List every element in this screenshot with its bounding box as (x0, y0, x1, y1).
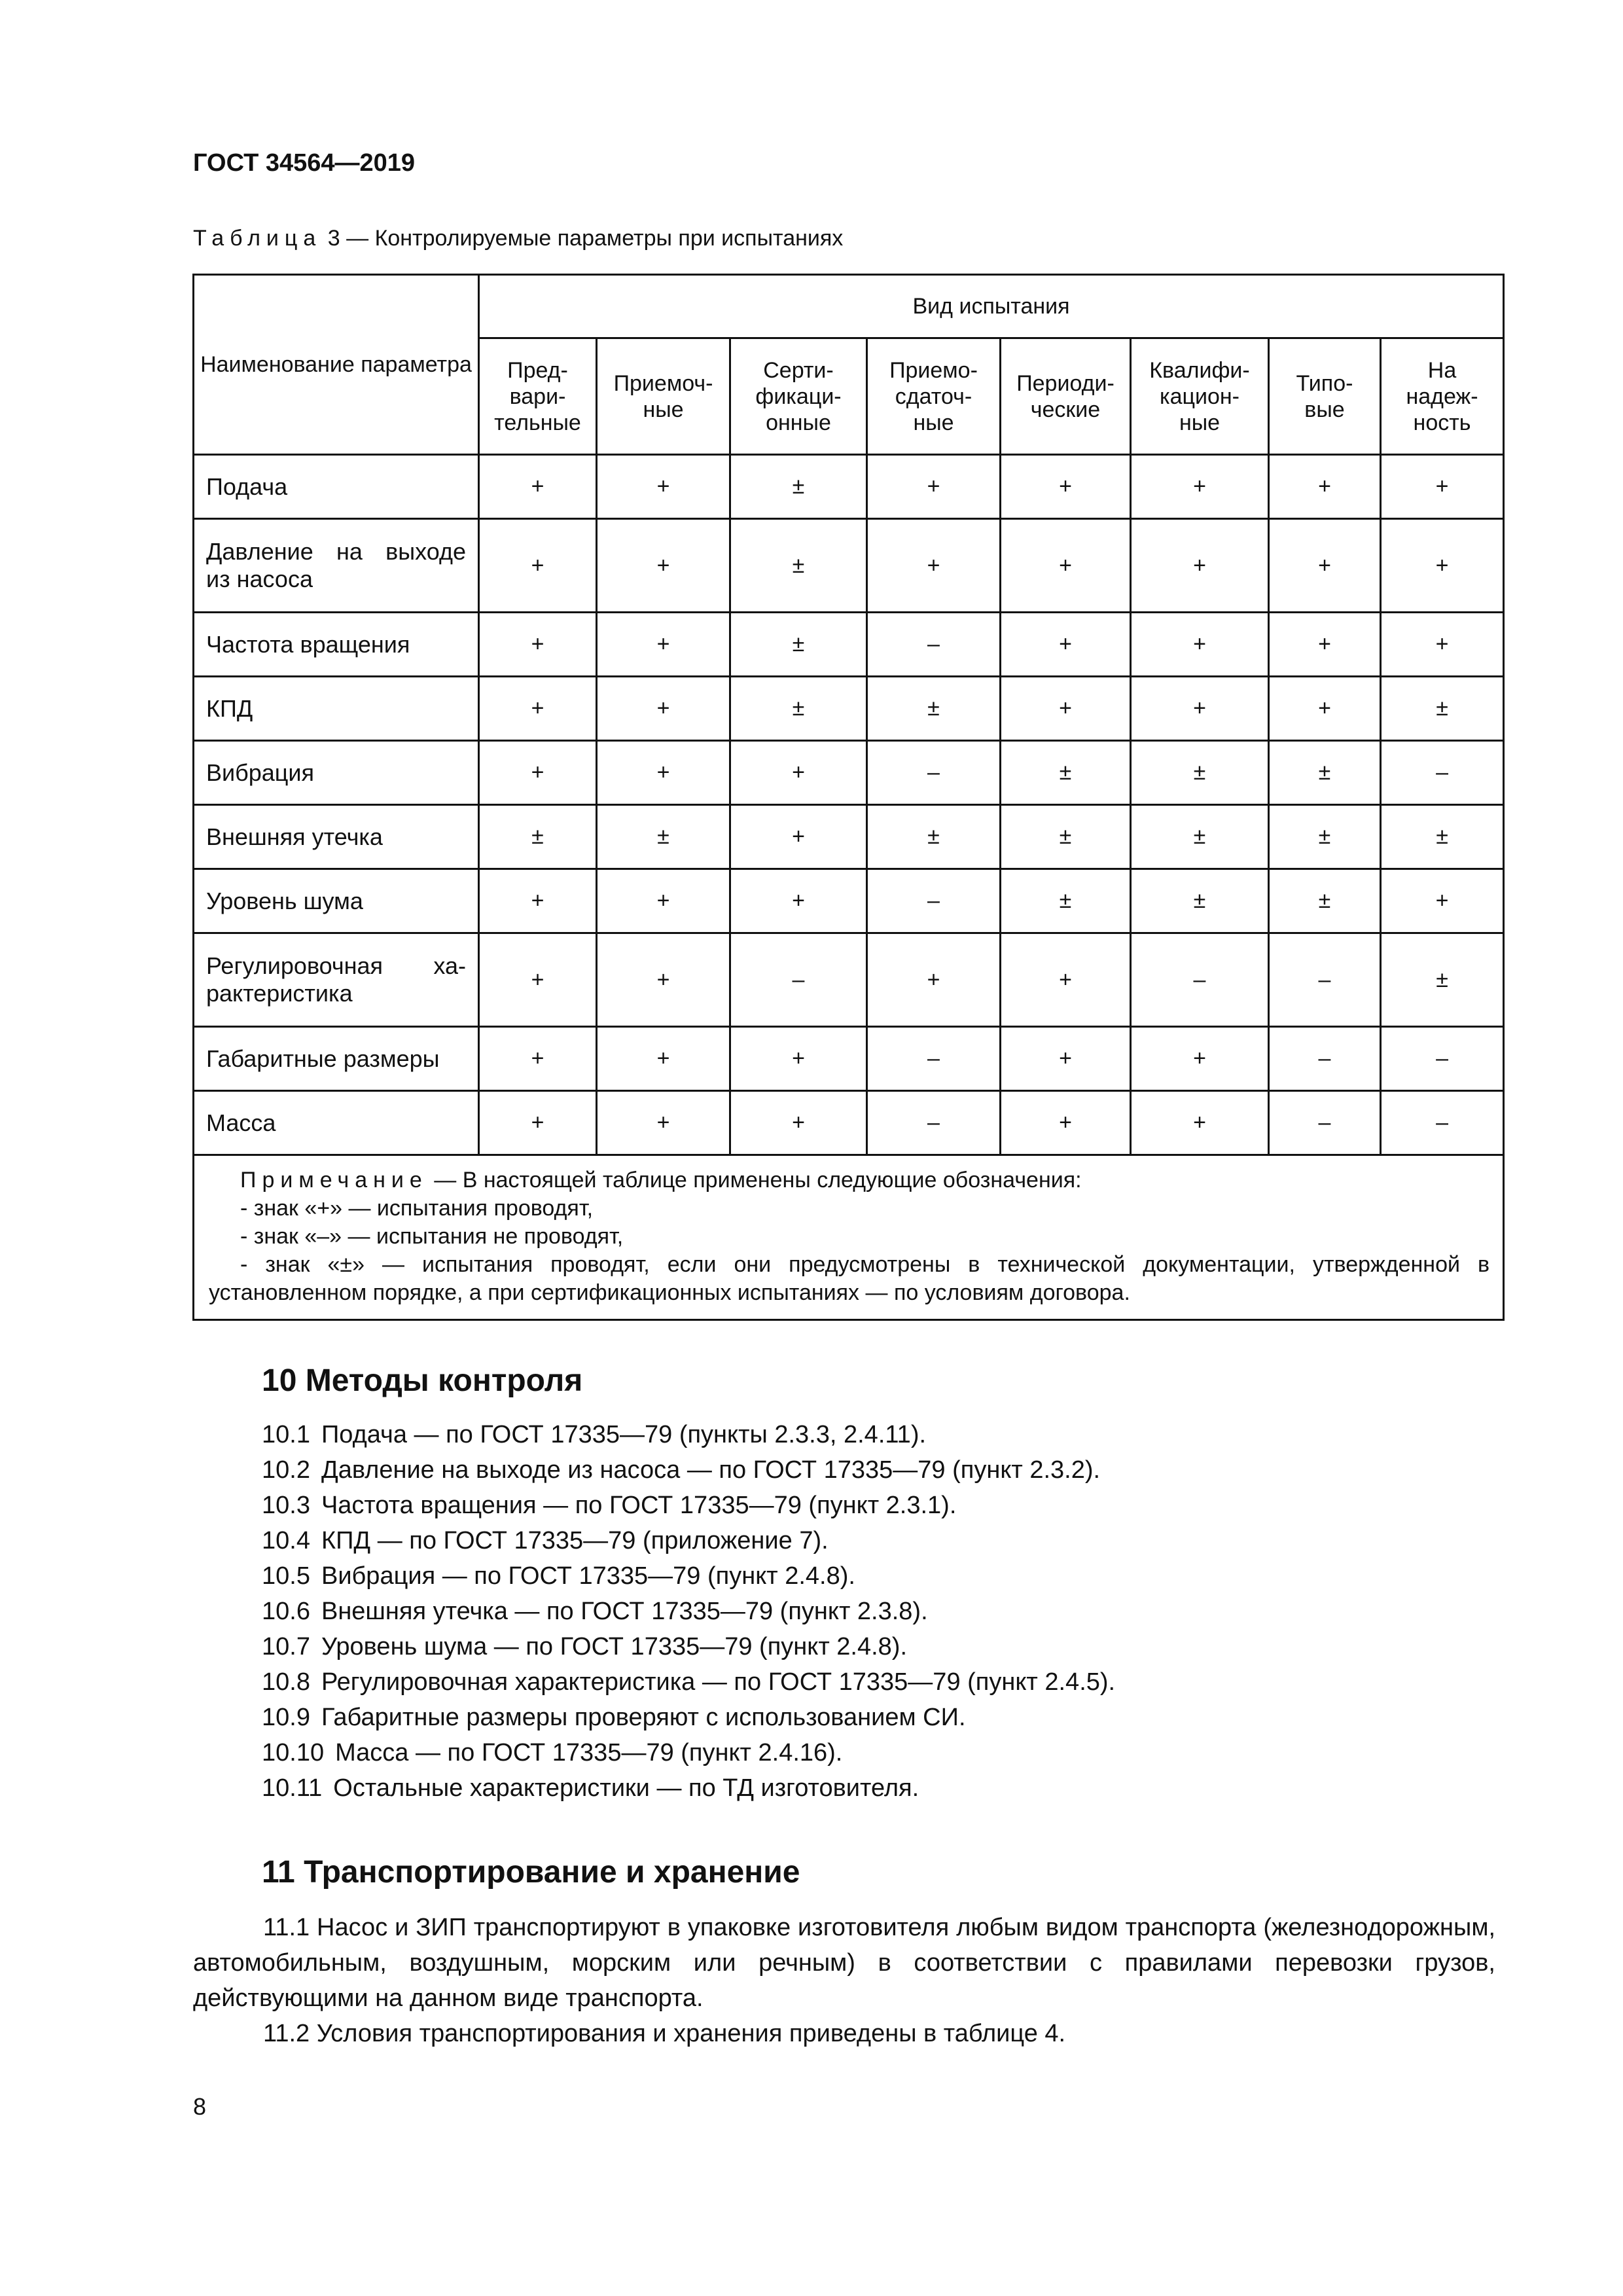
table-cell: + (597, 613, 730, 677)
table-cell: + (1269, 613, 1381, 677)
table-cell: + (730, 1091, 867, 1155)
param-name-line: Уровень шума (206, 887, 363, 914)
table-cell: + (1001, 613, 1131, 677)
paragraph-11-2: 11.2 Условия транспортирования и хранения приведены в таблице 4. (263, 2020, 1066, 2047)
table-cell: ± (1269, 805, 1381, 869)
note-item: - знак «–» — испытания не проводят, (240, 1224, 624, 1249)
table-cell: ± (1131, 805, 1269, 869)
table-cell: + (479, 741, 597, 805)
table-cell: – (1269, 933, 1381, 1027)
test-type-header (867, 338, 1001, 455)
table-cell: + (1131, 455, 1269, 519)
header-line: Приемоч- (613, 370, 713, 396)
table-row (194, 613, 1504, 677)
table-cell: ± (1001, 805, 1131, 869)
method-text: Давление на выходе из насоса — по ГОСТ 17335—79 (пункт 2.3.2). (321, 1456, 1101, 1484)
note-label: Примечание (240, 1168, 428, 1193)
param-name (194, 805, 479, 869)
method-item (262, 1417, 1115, 1452)
param-name-header: Наименование параметра (194, 275, 479, 455)
param-name-line: Габаритные размеры (206, 1045, 440, 1072)
table-cell: + (1381, 519, 1504, 613)
method-number: 10.6 (262, 1598, 310, 1625)
table-row (194, 455, 1504, 519)
method-item (262, 1629, 1115, 1664)
table-cell: + (1001, 1091, 1131, 1155)
table-cell: ± (479, 805, 597, 869)
table-cell: + (1381, 455, 1504, 519)
table-cell: + (597, 741, 730, 805)
table-row (194, 677, 1504, 741)
param-name (194, 519, 479, 613)
method-number: 10.2 (262, 1456, 310, 1484)
header-line: ность (1413, 410, 1471, 435)
table-row (194, 519, 1504, 613)
param-name (194, 869, 479, 933)
table-cell: + (1001, 1027, 1131, 1091)
table-cell: + (1381, 869, 1504, 933)
table-cell: + (1001, 519, 1131, 613)
param-name-line: КПД (206, 694, 253, 722)
param-name (194, 933, 479, 1027)
header-line: онные (766, 410, 831, 435)
table-cell: + (1269, 519, 1381, 613)
note-intro (209, 1166, 1489, 1194)
table-cell: – (867, 1091, 1001, 1155)
table-cell: + (479, 677, 597, 741)
header-line: кацион- (1159, 384, 1240, 409)
table-cell: + (597, 677, 730, 741)
table-cell: – (1269, 1027, 1381, 1091)
table-cell: – (867, 869, 1001, 933)
table-cell: + (597, 933, 730, 1027)
table-cell: – (867, 1027, 1001, 1091)
table-cell: + (1001, 677, 1131, 741)
param-name-line: Регулировочная ха- (206, 952, 466, 979)
table-cell: + (479, 933, 597, 1027)
method-number: 10.10 (262, 1739, 325, 1767)
param-name (194, 1027, 479, 1091)
method-text: Подача — по ГОСТ 17335—79 (пункты 2.3.3, 2.4.11). (321, 1421, 927, 1448)
method-number: 10.7 (262, 1633, 310, 1660)
table-cell: + (479, 613, 597, 677)
table-cell: – (867, 613, 1001, 677)
method-item (262, 1664, 1115, 1700)
table-cell: + (1131, 1027, 1269, 1091)
test-type-header (1269, 338, 1381, 455)
test-type-header (1001, 338, 1131, 455)
method-text: Масса — по ГОСТ 17335—79 (пункт 2.4.16). (335, 1739, 843, 1767)
method-number: 10.5 (262, 1562, 310, 1590)
table-cell: – (730, 933, 867, 1027)
method-item (262, 1488, 1115, 1523)
table-cell: – (1381, 1027, 1504, 1091)
table-cell: + (597, 455, 730, 519)
table-note (194, 1155, 1504, 1320)
method-number: 10.11 (262, 1774, 323, 1802)
table-cell: + (1381, 613, 1504, 677)
test-type-header (1131, 338, 1269, 455)
table-cell: ± (730, 519, 867, 613)
table-row (194, 805, 1504, 869)
header-line: сдаточ- (895, 384, 972, 409)
table-row (194, 869, 1504, 933)
table-row (194, 933, 1504, 1027)
table-row (194, 1027, 1504, 1091)
table-cell: + (479, 869, 597, 933)
method-item (262, 1735, 1115, 1770)
header-line: Пред- (507, 357, 568, 383)
test-type-header (1381, 338, 1504, 455)
table-cell: + (730, 805, 867, 869)
method-text: Остальные характеристики — по ТД изготовителя. (333, 1774, 919, 1802)
table-cell: + (1131, 1091, 1269, 1155)
method-text: Габаритные размеры проверяют с использованием СИ. (321, 1704, 966, 1731)
header-line: На (1427, 357, 1457, 383)
transport-paragraphs (193, 1910, 1495, 2051)
method-number: 10.9 (262, 1704, 310, 1731)
table-caption (193, 226, 843, 251)
table-cell: + (479, 519, 597, 613)
test-type-group-header: Вид испытания (479, 275, 1504, 338)
table-cell: + (867, 455, 1001, 519)
table-cell: ± (1001, 869, 1131, 933)
table-cell: + (597, 519, 730, 613)
header-line: Серти- (763, 357, 834, 383)
param-name (194, 455, 479, 519)
param-name-line: Подача (206, 473, 288, 500)
header-line: Периоди- (1016, 370, 1115, 396)
note-intro-text: — В настоящей таблице применены следующие обозначения: (427, 1168, 1082, 1193)
table-cell: + (730, 1027, 867, 1091)
header-line: фикаци- (755, 384, 842, 409)
table-cell: ± (867, 677, 1001, 741)
document-header: ГОСТ 34564—2019 (193, 149, 416, 177)
header-line: ные (1179, 410, 1221, 435)
table-cell: ± (730, 613, 867, 677)
header-line: вые (1304, 397, 1345, 422)
table-cell: ± (1381, 933, 1504, 1027)
table-caption-text: 3 — Контролируемые параметры при испытаниях (327, 226, 844, 251)
table-row (194, 741, 1504, 805)
header-line: ные (643, 397, 684, 422)
param-name (194, 741, 479, 805)
method-item (262, 1558, 1115, 1594)
param-name-line: из насоса (206, 565, 313, 592)
table-cell: ± (730, 677, 867, 741)
param-name-line: Внешняя утечка (206, 823, 383, 850)
method-text: Регулировочная характеристика — по ГОСТ 17335—79 (пункт 2.4.5). (321, 1668, 1116, 1696)
table-cell: ± (1131, 869, 1269, 933)
test-type-header (479, 338, 597, 455)
method-text: Внешняя утечка — по ГОСТ 17335—79 (пункт 2.3.8). (321, 1598, 928, 1625)
table-cell: ± (597, 805, 730, 869)
param-name-line: Вибрация (206, 759, 315, 786)
section-10-title: 10 Методы контроля (262, 1363, 583, 1398)
table-cell: – (867, 741, 1001, 805)
header-line: Приемо- (889, 357, 978, 383)
method-item (262, 1594, 1115, 1629)
table-cell: + (1131, 677, 1269, 741)
method-number: 10.1 (262, 1421, 310, 1448)
header-line: Квалифи- (1149, 357, 1250, 383)
table-cell: – (1381, 1091, 1504, 1155)
method-text: Вибрация — по ГОСТ 17335—79 (пункт 2.4.8). (321, 1562, 855, 1590)
param-name (194, 613, 479, 677)
table-cell: + (730, 741, 867, 805)
method-number: 10.3 (262, 1492, 310, 1519)
table-cell: + (1131, 519, 1269, 613)
header-line: ные (913, 410, 954, 435)
table-cell: + (479, 1027, 597, 1091)
page-number: 8 (193, 2093, 207, 2120)
note-item: - знак «±» — испытания проводят, если они предусмотрены в технической документации, утвержденной в установленном порядке, а при сертификационных испытаниях — по условиям договора. (209, 1252, 1490, 1305)
table-cell: ± (1131, 741, 1269, 805)
method-text: Уровень шума — по ГОСТ 17335—79 (пункт 2.4.8). (321, 1633, 908, 1660)
paragraph-11-1: 11.1 Насос и ЗИП транспортируют в упаковке изготовителя любым видом транспорта (железнодорожным, автомобильным, воздушным, морским или речным) в соответствии с правилами перевозки грузов, действующими на данном виде транспорта. (193, 1914, 1495, 2012)
table-cell: ± (730, 455, 867, 519)
table-cell: – (1131, 933, 1269, 1027)
table-cell: + (597, 1091, 730, 1155)
table-cell: + (479, 1091, 597, 1155)
method-number: 10.8 (262, 1668, 310, 1696)
param-name (194, 1091, 479, 1155)
table-cell: + (597, 1027, 730, 1091)
table-cell: + (867, 519, 1001, 613)
header-line: Типо- (1296, 370, 1353, 396)
method-item (262, 1700, 1115, 1735)
header-line: вари- (509, 384, 566, 409)
methods-list (262, 1417, 1115, 1806)
param-name-line: Давление на выходе (206, 538, 466, 565)
method-text: Частота вращения — по ГОСТ 17335—79 (пункт 2.3.1). (321, 1492, 957, 1519)
table-cell: + (479, 455, 597, 519)
method-text: КПД — по ГОСТ 17335—79 (приложение 7). (321, 1527, 829, 1554)
method-item (262, 1523, 1115, 1558)
table-cell: ± (1269, 869, 1381, 933)
table-cell: + (1269, 677, 1381, 741)
method-number: 10.4 (262, 1527, 310, 1554)
table-cell: + (867, 933, 1001, 1027)
param-name-line: Частота вращения (206, 630, 410, 658)
test-type-header (730, 338, 867, 455)
test-type-header (597, 338, 730, 455)
header-line: надеж- (1406, 384, 1478, 409)
table-cell: + (1131, 613, 1269, 677)
table-cell: + (1001, 455, 1131, 519)
table-cell: ± (1269, 741, 1381, 805)
param-name (194, 677, 479, 741)
header-line: тельные (494, 410, 581, 435)
param-name-line: рактеристика (206, 980, 353, 1007)
table-cell: + (1269, 455, 1381, 519)
table-row (194, 1091, 1504, 1155)
header-line: ческие (1030, 397, 1101, 422)
note-item: - знак «+» — испытания проводят, (240, 1196, 594, 1221)
table-cell: + (1001, 933, 1131, 1027)
parameters-table (192, 274, 1505, 1321)
table-cell: ± (867, 805, 1001, 869)
section-11-title: 11 Транспортирование и хранение (262, 1855, 800, 1890)
method-item (262, 1452, 1115, 1488)
method-item (262, 1770, 1115, 1806)
table-cell: + (597, 869, 730, 933)
table-cell: – (1269, 1091, 1381, 1155)
table-cell: ± (1381, 805, 1504, 869)
table-caption-label: Таблица (193, 226, 322, 251)
param-name-line: Масса (206, 1109, 276, 1136)
table-cell: – (1381, 741, 1504, 805)
table-cell: + (730, 869, 867, 933)
table-cell: ± (1381, 677, 1504, 741)
table-cell: ± (1001, 741, 1131, 805)
